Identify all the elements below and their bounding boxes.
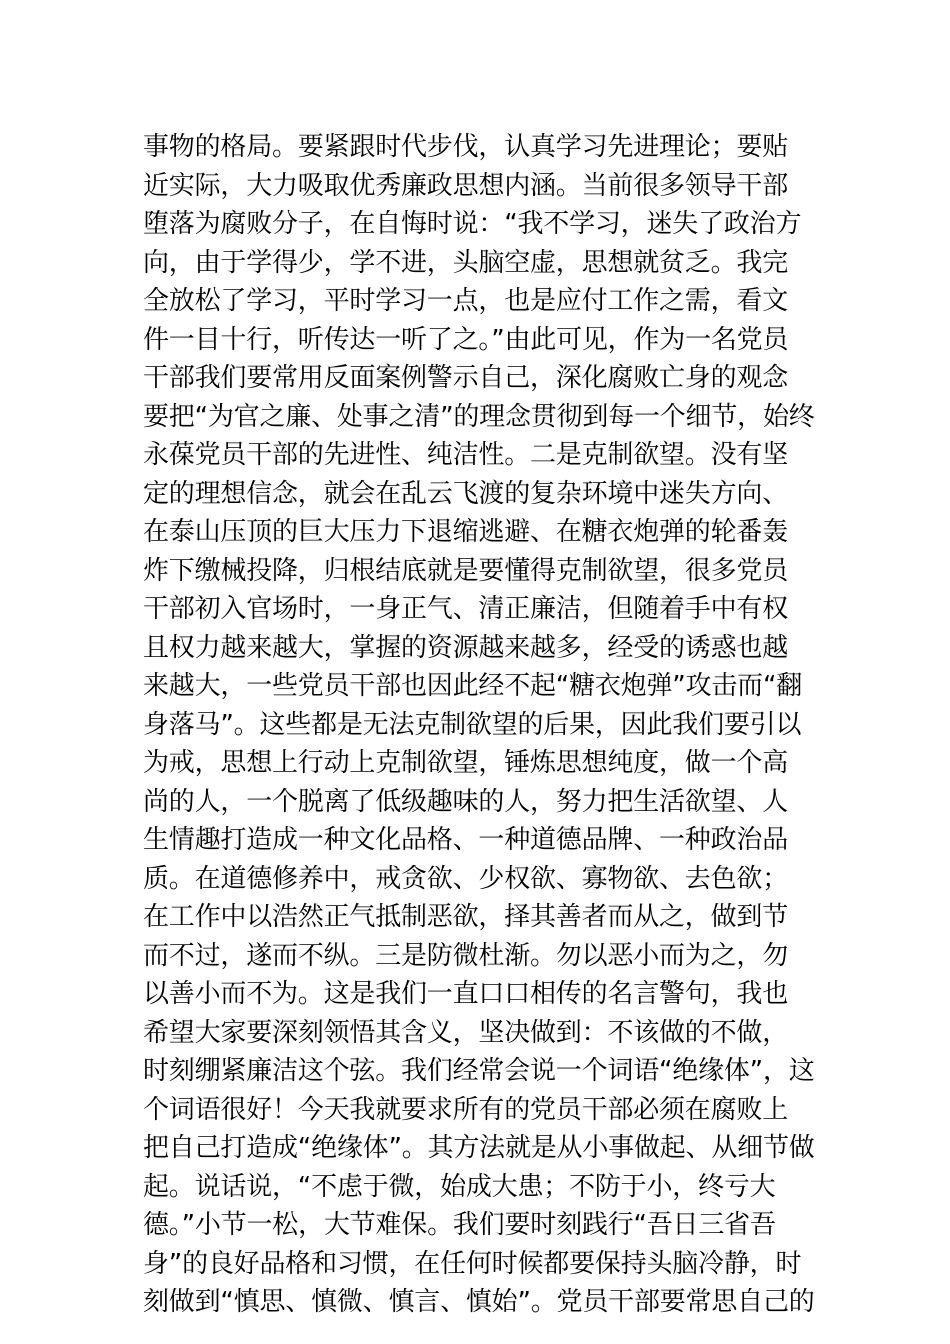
text-line: 永葆党员干部的先进性、纯洁性。二是克制欲望。没有坚 [143,440,789,470]
text-line: 德。”小节一松，大节难保。我们要时刻践行“吾日三省吾 [143,1210,776,1240]
text-line: 近实际，大力吸取优秀廉政思想内涵。当前很多领导干部 [143,170,789,201]
text-line: 刻做到“慎思、慎微、慎言、慎始”。党员干部要常思自己的 [143,1287,815,1317]
text-line: 要把“为官之廉、处事之清”的理念贯彻到每一个细节，始终 [143,401,815,432]
text-line: 生情趣打造成一种文化品格、一种道德品牌、一种政治品 [143,825,789,855]
text-line: 个词语很好！今天我就要求所有的党员干部必须在腐败上 [143,1094,789,1125]
text-line: 而不过，遂而不纵。三是防微杜渐。勿以恶小而为之，勿 [143,940,789,971]
text-line: 在泰山压顶的巨大压力下退缩逃避、在糖衣炮弹的轮番轰 [143,517,789,547]
text-line: 身落马”。这些都是无法克制欲望的后果，因此我们要引以 [143,709,802,740]
text-line: 把自己打造成“绝缘体”。其方法就是从小事做起、从细节做 [143,1133,815,1163]
text-line: 事物的格局。要紧跟时代步伐，认真学习先进理论；要贴 [143,132,789,162]
text-line: 干部初入官场时，一身正气、清正廉洁，但随着手中有权 [143,594,789,624]
text-line: 在工作中以浩然正气抵制恶欲，择其善者而从之，做到节 [143,902,789,932]
text-line: 件一目十行，听传达一听了之。”由此可见，作为一名党员 [143,324,789,355]
text-line: 起。说话说，“不虑于微，始成大患；不防于小，终亏大 [143,1171,776,1202]
text-line: 干部我们要常用反面案例警示自己，深化腐败亡身的观念 [143,363,789,393]
body-text [143,128,815,1322]
text-line: 且权力越来越大，掌握的资源越来越多，经受的诱惑也越 [143,632,789,663]
text-line: 来越大，一些党员干部也因此经不起“糖衣炮弹”攻击而“翻 [143,671,803,701]
text-line: 质。在道德修养中，戒贪欲、少权欲、寡物欲、去色欲； [143,863,789,894]
text-line: 以善小而不为。这是我们一直口口相传的名言警句，我也 [143,979,789,1009]
text-line: 尚的人，一个脱离了低级趣味的人，努力把生活欲望、人 [143,786,789,817]
text-line: 全放松了学习，平时学习一点，也是应付工作之需，看文 [143,286,789,316]
text-line: 定的理想信念，就会在乱云飞渡的复杂环境中迷失方向、 [143,478,789,509]
text-line: 炸下缴械投降，归根结底就是要懂得克制欲望，很多党员 [143,555,789,586]
text-line: 向，由于学得少，学不进，头脑空虚，思想就贫乏。我完 [143,247,789,278]
text-line: 身”的良好品格和习惯，在任何时候都要保持头脑冷静，时 [143,1248,802,1279]
text-line: 希望大家要深刻领悟其含义，坚决做到：不该做的不做， [143,1017,789,1048]
text-line: 为戒，思想上行动上克制欲望，锤炼思想纯度，做一个高 [143,748,789,778]
text-line: 时刻绷紧廉洁这个弦。我们经常会说一个词语“绝缘体”，这 [143,1056,815,1086]
text-line: 堕落为腐败分子，在自悔时说：“我不学习，迷失了政治方 [143,209,802,239]
